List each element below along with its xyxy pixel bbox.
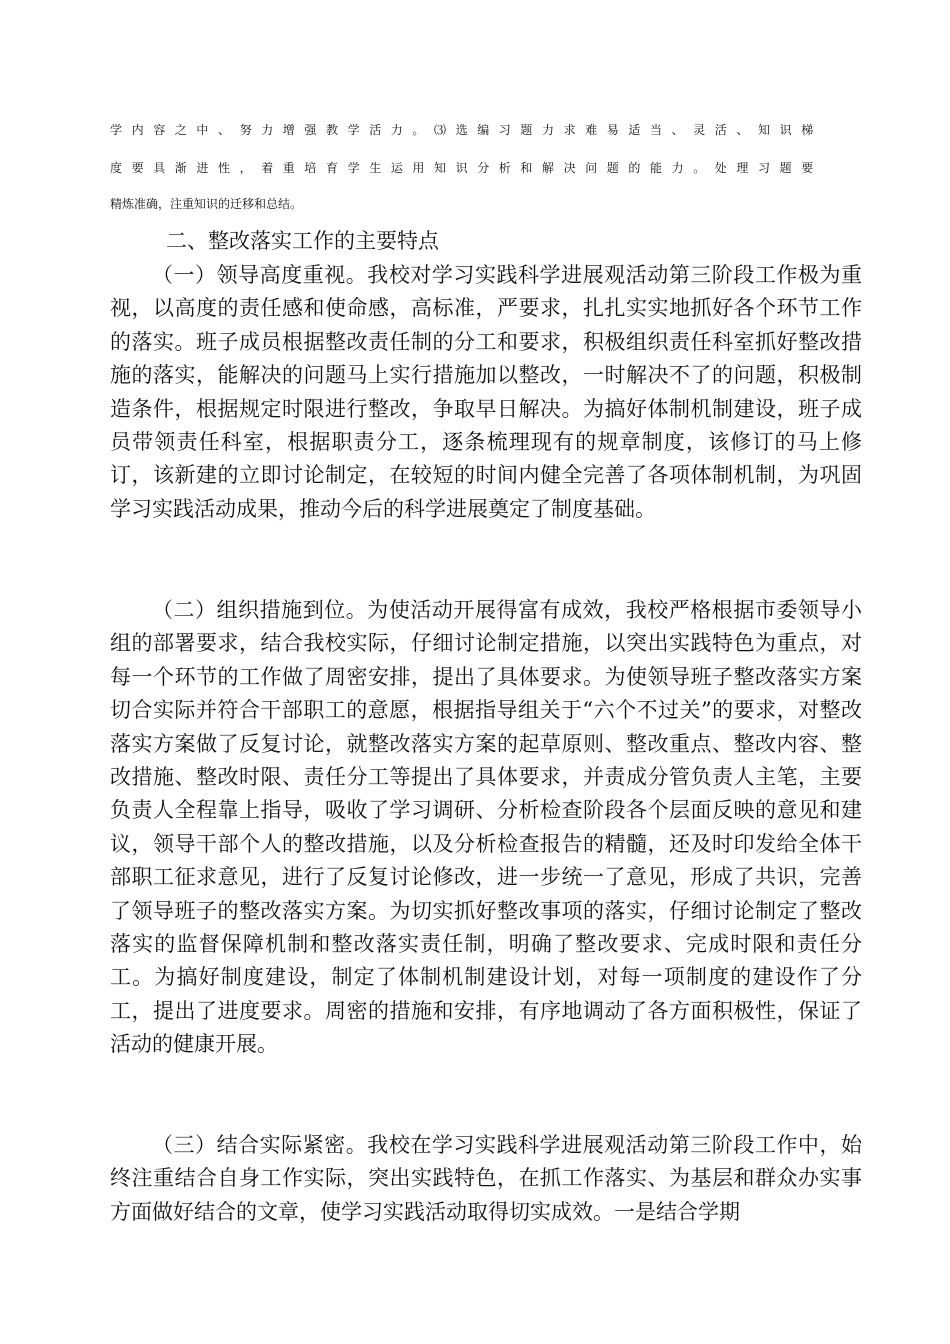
- fragment-line-3: 精炼准确，注重知识的迁移和总结。: [110, 197, 303, 211]
- paragraph-practice: （三）结合实际紧密。我校在学习实践科学进展观活动第三阶段工作中，始终注重结合自身工作实际，突出实践特色，在抓工作落实、为基层和群众办实事方面做好结合的文章，使学习实践活动取得切实成效。一是结合学期: [110, 1133, 862, 1224]
- fragment-line-2: 度要具渐进性，着重培育学生运用知识分析和解决问题的能力。处理习题要: [110, 161, 823, 175]
- section-heading: 二、整改落实工作的主要特点: [166, 229, 439, 253]
- paragraph-measures: （二）组织措施到位。为使活动开展得富有成效，我校严格根据市委领导小组的部署要求，结合我校实际，仔细讨论制定措施，以突出实践特色为重点，对每一个环节的工作做了周密安排，提出了具体要求。为使领导班子整改落实方案切合实际并符合干部职工的意愿，根据指导组关于“六个不过关”的要求，对整改落实方案做了反复讨论，就整改落实方案的起草原则、整改重点、整改内容、整改措施、整改时限、责任分工等提出了具体要求，并责成分管负责人主笔，主要负责人全程靠上指导，吸收了学习调研、分析检查阶段各个层面反映的意见和建议，领导干部个人的整改措施，以及分析检查报告的精髓，还及时印发给全体干部职工征求意见，进行了反复讨论修改，进一步统一了意见，形成了共识，完善了领导班子的整改落实方案。为切实抓好整改事项的落实，仔细讨论制定了整改落实的监督保障机制和整改落实责任制，明确了整改要求、完成时限和责任分工。为搞好制度建设，制定了体制机制建设计划，对每一项制度的建设作了分工，提出了进度要求。周密的措施和安排，有序地调动了各方面积极性，保证了活动的健康开展。: [110, 598, 862, 1057]
- paragraph-leadership: （一）领导高度重视。我校对学习实践科学进展观活动第三阶段工作极为重视，以高度的责任感和使命感，高标准，严要求，扎扎实实地抓好各个环节工作的落实。班子成员根据整改责任制的分工和要求，积极组织责任科室抓好整改措施的落实，能解决的问题马上实行措施加以整改，一时解决不了的问题，积极制造条件，根据规定时限进行整改，争取早日解决。为搞好体制机制建设，班子成员带领责任科室，根据职责分工，逐条梳理现有的规章制度，该修订的马上修订，该新建的立即讨论制定，在较短的时间内健全完善了各项体制机制，为巩固学习实践活动成果，推动今后的科学进展奠定了制度基础。: [110, 263, 862, 521]
- fragment-line-1: 学内容之中、努力增强教学活力。⑶选编习题力求难易适当、灵活、知识梯: [110, 123, 823, 137]
